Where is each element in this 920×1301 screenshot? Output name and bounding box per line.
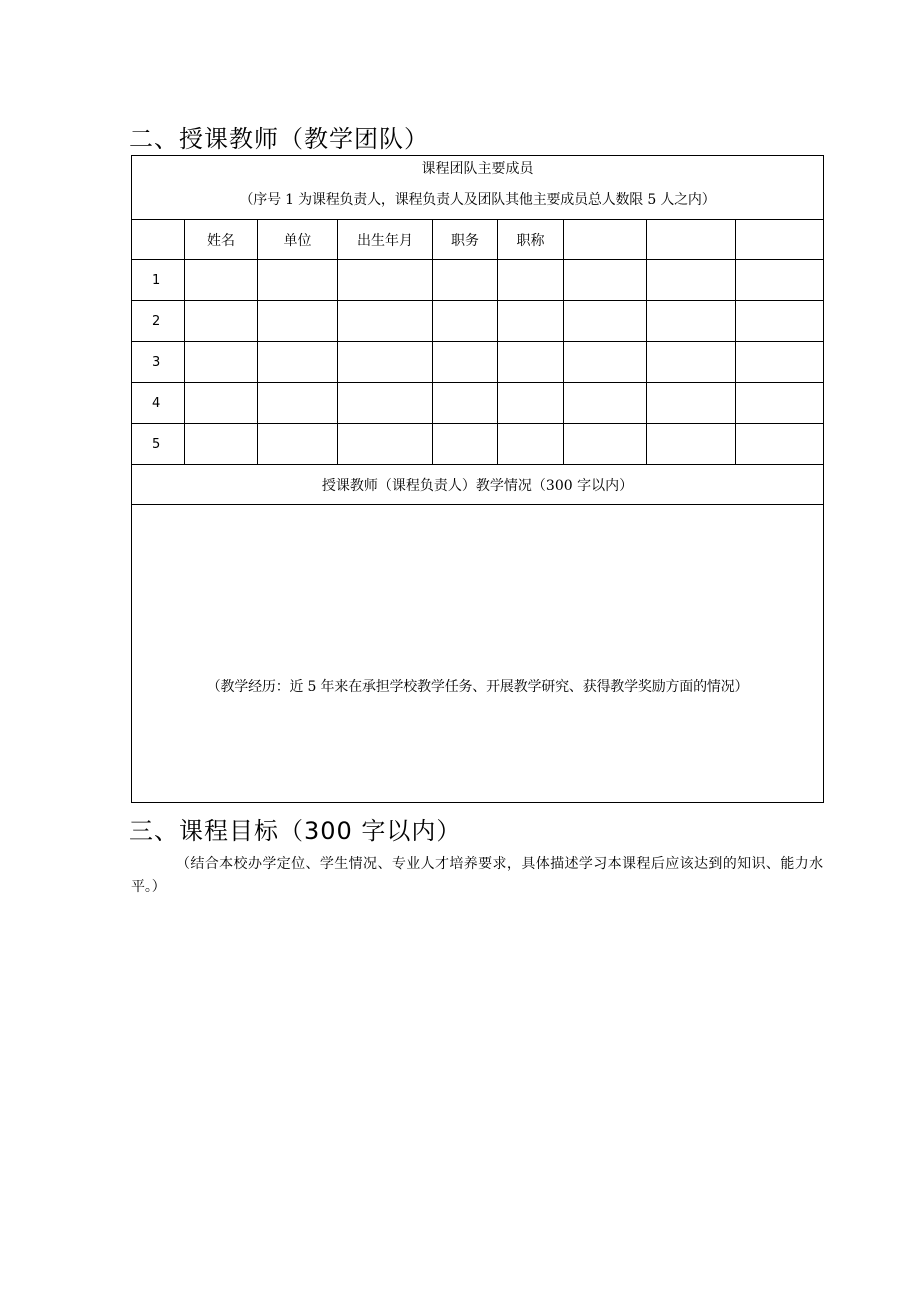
section-2-title: 二、授课教师（教学团队） <box>129 125 429 153</box>
cell-extra[interactable] <box>647 260 736 301</box>
cell-unit[interactable] <box>258 342 338 383</box>
cell-extra[interactable] <box>736 301 824 342</box>
cell-name[interactable] <box>185 342 258 383</box>
cell-extra[interactable] <box>647 383 736 424</box>
cell-title[interactable] <box>498 424 564 465</box>
cell-extra[interactable] <box>647 342 736 383</box>
cell-name[interactable] <box>185 301 258 342</box>
table-row <box>132 342 824 383</box>
cell-birth[interactable] <box>338 260 433 301</box>
cell-extra[interactable] <box>564 383 647 424</box>
cell-extra[interactable] <box>564 342 647 383</box>
cell-unit[interactable] <box>258 383 338 424</box>
cell-title[interactable] <box>498 301 564 342</box>
header-cell-index <box>132 220 185 260</box>
teaching-situation-area[interactable] <box>132 505 824 803</box>
cell-extra[interactable] <box>564 301 647 342</box>
table-row <box>132 383 824 424</box>
cell-extra[interactable] <box>564 260 647 301</box>
cell-extra[interactable] <box>647 301 736 342</box>
row-number: 3 <box>132 342 185 383</box>
cell-position[interactable] <box>433 301 498 342</box>
header-cell-unit: 单位 <box>258 220 338 260</box>
table-row <box>132 260 824 301</box>
cell-unit[interactable] <box>258 260 338 301</box>
cell-title[interactable] <box>498 383 564 424</box>
cell-extra[interactable] <box>736 424 824 465</box>
cell-title[interactable] <box>498 260 564 301</box>
header-cell-position: 职务 <box>433 220 498 260</box>
cell-position[interactable] <box>433 424 498 465</box>
header-row <box>132 220 824 260</box>
header-cell-extra-2 <box>647 220 736 260</box>
table-subcaption: （序号 1 为课程负责人，课程负责人及团队其他主要成员总人数限 5 人之内） <box>239 192 716 208</box>
header-cell-name: 姓名 <box>185 220 258 260</box>
course-objective-note: （结合本校办学定位、学生情况、专业人才培养要求，具体描述学习本课程后应该达到的知识、能力水平。） <box>131 856 823 895</box>
header-cell-extra-1 <box>564 220 647 260</box>
row-number: 4 <box>132 383 185 424</box>
table-caption: 课程团队主要成员 <box>421 161 534 177</box>
teaching-experience-note: （教学经历：近 5 年来在承担学校教学任务、开展教学研究、获得教学奖励方面的情况） <box>206 678 749 695</box>
cell-birth[interactable] <box>338 301 433 342</box>
cell-extra[interactable] <box>564 424 647 465</box>
header-cell-birth: 出生年月 <box>338 220 433 260</box>
table-row <box>132 424 824 465</box>
cell-extra[interactable] <box>647 424 736 465</box>
cell-extra[interactable] <box>736 383 824 424</box>
section-3-title: 三、课程目标（300 字以内） <box>129 817 462 845</box>
cell-position[interactable] <box>433 342 498 383</box>
cell-name[interactable] <box>185 424 258 465</box>
table-row <box>132 301 824 342</box>
cell-birth[interactable] <box>338 383 433 424</box>
cell-birth[interactable] <box>338 424 433 465</box>
table-caption-cell <box>132 156 824 220</box>
cell-position[interactable] <box>433 260 498 301</box>
cell-name[interactable] <box>185 260 258 301</box>
cell-birth[interactable] <box>338 342 433 383</box>
row-number: 1 <box>132 260 185 301</box>
team-members-table <box>131 155 824 803</box>
cell-title[interactable] <box>498 342 564 383</box>
row-number: 5 <box>132 424 185 465</box>
cell-extra[interactable] <box>736 342 824 383</box>
header-cell-extra-3 <box>736 220 824 260</box>
cell-unit[interactable] <box>258 301 338 342</box>
row-number: 2 <box>132 301 185 342</box>
cell-unit[interactable] <box>258 424 338 465</box>
cell-extra[interactable] <box>736 260 824 301</box>
teaching-situation-label: 授课教师（课程负责人）教学情况（300 字以内） <box>132 465 824 505</box>
cell-name[interactable] <box>185 383 258 424</box>
header-cell-title: 职称 <box>498 220 564 260</box>
cell-position[interactable] <box>433 383 498 424</box>
